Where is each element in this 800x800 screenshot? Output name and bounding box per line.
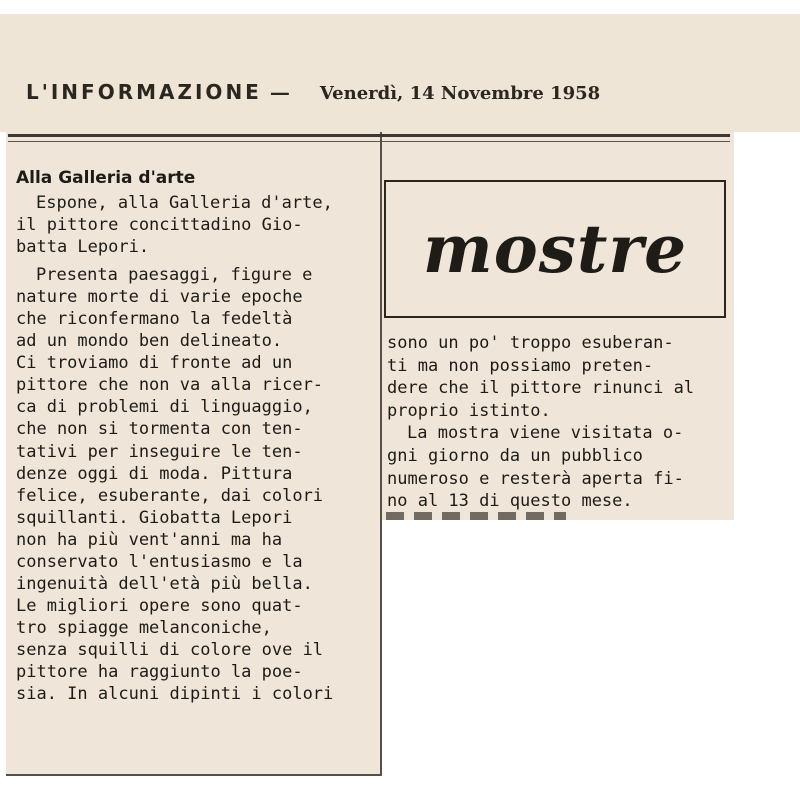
article-headline: Alla Galleria d'arte	[16, 168, 196, 188]
article-line: senza squilli di colore ove il	[16, 639, 324, 660]
masthead-rule	[8, 134, 730, 137]
article-line: sono un po' troppo esuberan-	[387, 333, 674, 353]
article-line: ti ma non possiamo preten-	[387, 355, 654, 376]
article-line: il pittore concittadino Gio-	[16, 215, 303, 236]
section-label-box	[384, 180, 726, 318]
masthead-rule-thin	[8, 141, 730, 142]
article-line: tro spiagge melanconiche,	[16, 617, 272, 638]
article-line: Ci troviamo di fronte ad un	[16, 353, 293, 374]
publication-date: Venerdì, 14 Novembre 1958	[319, 83, 601, 104]
article-line: Le migliori opere sono quat-	[16, 595, 303, 616]
article-line: denze oggi di moda. Pittura	[16, 463, 293, 484]
article-line: felice, esuberante, dai colori	[16, 485, 324, 506]
article-line: che non si tormenta con ten-	[16, 419, 303, 440]
cut-off-text-fragment	[386, 512, 566, 520]
article-line: non ha più vent'anni ma ha	[16, 529, 283, 550]
article-line: tativi per inseguire le ten-	[16, 441, 303, 462]
article-line: nature morte di varie epoche	[16, 287, 303, 308]
article-line: pittore che non va alla ricer-	[16, 375, 324, 396]
article-line: Presenta paesaggi, figure e	[36, 265, 313, 286]
article-left-column	[16, 166, 362, 705]
article-line: sia. In alcuni dipinti i colori	[16, 684, 334, 705]
article-line: ca di problemi di linguaggio,	[16, 397, 313, 418]
article-right-column	[387, 332, 733, 513]
article-line: batta Lepori.	[16, 237, 150, 258]
article-line: pittore ha raggiunto la poe-	[16, 661, 303, 682]
article-line: ingenuità dell'età più bella.	[16, 573, 313, 594]
masthead-strip	[0, 14, 800, 132]
article-line: numeroso e resterà aperta fi-	[387, 468, 684, 489]
article-line: squillanti. Giobatta Lepori	[16, 507, 293, 528]
article-line: che riconfermano la fedeltà	[16, 309, 293, 330]
article-line: ad un mondo ben delineato.	[16, 331, 283, 352]
masthead	[26, 80, 746, 110]
article-line: proprio istinto.	[387, 400, 551, 421]
left-column-text	[16, 192, 362, 705]
newspaper-name: L'INFORMAZIONE	[26, 80, 262, 104]
section-label: mostre	[422, 210, 688, 288]
article-line: dere che il pittore rinunci al	[387, 378, 695, 399]
right-column-text	[387, 332, 733, 513]
masthead-dash: —	[269, 80, 290, 104]
article-line: no al 13 di questo mese.	[387, 491, 633, 512]
article-line: Espone, alla Galleria d'arte,	[36, 193, 333, 213]
article-line: La mostra viene visitata o-	[407, 423, 684, 444]
article-line: gni giorno da un pubblico	[387, 445, 643, 466]
article-line: conservato l'entusiasmo e la	[16, 551, 303, 572]
